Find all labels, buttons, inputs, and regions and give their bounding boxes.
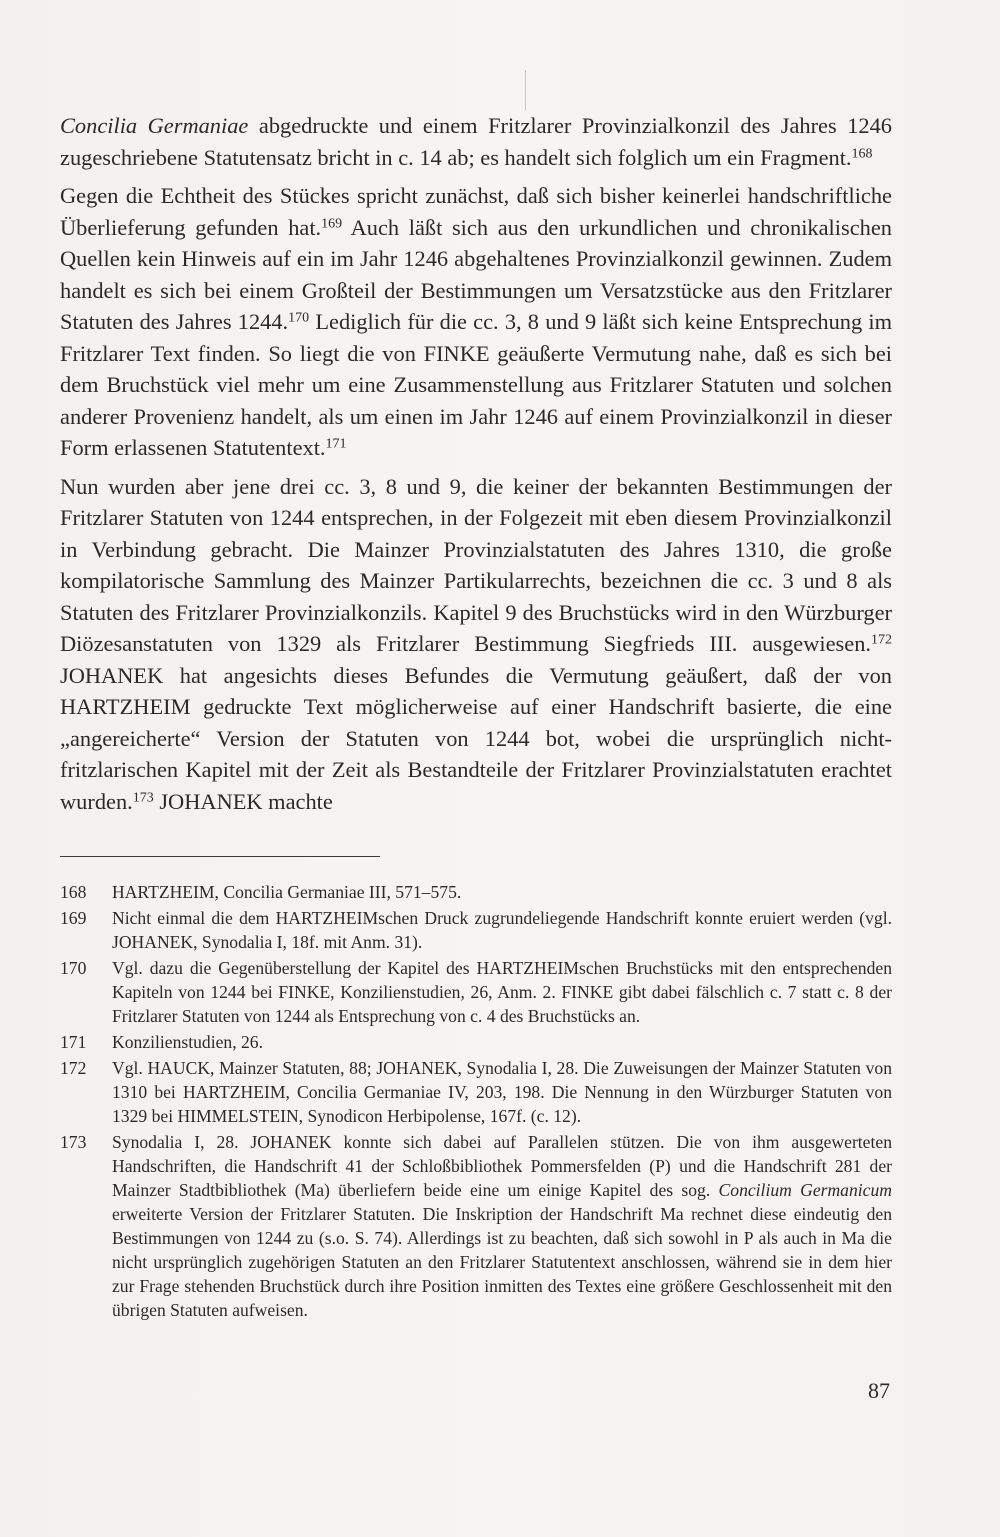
footnote-item [60,906,892,954]
footnote-ref[interactable]: 170 [288,310,310,326]
main-text [60,110,892,824]
footnote-item [60,880,892,904]
footnote-text: Vgl. dazu die Gegenüberstellung der Kapitel des HARTZHEIMschen Bruchstücks mit den entsprechenden Kapiteln von 1244 bei FINKE, Konzilienstudien, 26, Anm. 2. FINKE gibt dabei fälschlich c. 7 statt c. 8 der Fritzlarer Statuten von 1244 als Entsprechung von c. 4 des Bruchstücks an. [112,958,892,1026]
footnote-text: Vgl. HAUCK, Mainzer Statuten, 88; JOHANEK, Synodalia I, 28. Die Zuweisungen der Mainzer Statuten von 1310 bei HARTZHEIM, Concilia Germaniae IV, 203, 198. Die Nennung in den Würzburger Statuten von 1329 bei HIMMELSTEIN, Synodicon Herbipolense, 167f. (c. 12). [112,1058,892,1126]
footnote-divider [60,856,380,857]
footnote-number: 172 [60,1058,87,1078]
italic-title: Concilia Germaniae [60,113,249,138]
footnote-text: HARTZHEIM, Concilia Germaniae III, 571–575. [112,882,462,902]
footnote-item [60,1030,892,1054]
footnote-number: 170 [60,958,87,978]
footnote-ref[interactable]: 169 [321,215,343,231]
paragraph-3: Nun wurden aber jene drei cc. 3, 8 und 9, die keiner der bekannten Bestimmungen der Fritzlarer Statuten von 1244 entsprechen, in der Folgezeit mit eben diesem Provinzialkonzil in Verbindung gebracht. Die Mainzer Provinzialstatuten des Jahres 1310, die große kompilatorische Sammlung des Mainzer Partikularrechts, bezeichnen die cc. 3 und 8 als Statuten des Fritzlarer Provinzialkonzils. Kapitel 9 des Bruchstücks wird in den Würzburger Diözesanstatuten von 1329 als Fritzlarer Bestimmung Siegfrieds III. ausgewiesen.$^{172}$ JOHANEK hat angesichts dieses Befundes die Vermutung geäußert, daß der von HARTZHEIM gedruckte Text möglicherweise auf einer Handschrift basierte, die eine „angereicherte“ Version der Statuten von 1244 bot, wobei die ursprünglich nicht-fritzlarischen Kapitel mit der Zeit als Bestandteile der Fritzlarer Provinzialstatuten erachtet wurden.$^{173}$ JOHANEK machte [60,473,892,814]
footnote-ref[interactable]: 171 [325,436,347,452]
page-number: 87 [868,1378,890,1403]
footnote-ref[interactable]: 168 [851,145,873,161]
footnote-number: 171 [60,1032,87,1052]
paragraph-1: Concilia Germaniae abgedruckte und einem Fritzlarer Provinzialkonzil des Jahres 1246 zugeschriebene Statutensatz bricht in c. 14 ab; es handelt sich folglich um ein Fragment.$^{168}$ [60,113,892,170]
footnote-ref[interactable]: 172 [871,632,892,648]
fold-line [525,70,526,110]
footnote-item [60,1130,892,1322]
footnotes [60,880,892,1324]
footnote-ref[interactable]: 173 [132,789,154,805]
footnote-number: 168 [60,882,87,902]
footnote-text: Synodalia I, 28. JOHANEK konnte sich dabei auf Parallelen stützen. Die von ihm ausgewerteten Handschriften, die Handschrift 41 der Schloßbibliothek Pommersfelden (P) und die Handschrift 281 der Mainzer Stadtbibliothek (Ma) überliefern beide eine um einige Kapitel des sog. Concilium Germanicum erweiterte Version der Fritzlarer Statuten. Die Inskription der Handschrift Ma rechnet diese eindeutig den Bestimmungen von 1244 zu (s.o. S. 74). Allerdings ist zu beachten, daß sich sowohl in P als auch in Ma die nicht ursprünglich zugehörigen Statuten an den Fritzlarer Statutentext anschlossen, während sie in dem hier zur Frage stehenden Bruchstück durch ihre Position inmitten des Textes eine größere Geschlossenheit mit den übrigen Statuten aufweisen. [112,1132,892,1320]
footnote-number: 169 [60,908,87,928]
paragraph-2: Gegen die Echtheit des Stückes spricht zunächst, daß sich bisher keinerlei handschriftliche Überlieferung gefunden hat.$^{169}$ Auch läßt sich aus den urkundlichen und chronikalischen Quellen kein Hinweis auf ein im Jahr 1246 abgehaltenes Provinzialkonzil gewinnen. Zudem handelt es sich bei einem Großteil der Bestimmungen um Versatzstücke aus den Fritzlarer Statuten des Jahres 1244.$^{170}$ Lediglich für die cc. 3, 8 und 9 läßt sich keine Entsprechung im Fritzlarer Text finden. So liegt die von FINKE geäußerte Vermutung nahe, daß es sich bei dem Bruchstück viel mehr um eine Zusammenstellung aus Fritzlarer Statuten und solchen anderer Provenienz handelt, als um einen im Jahr 1246 auf einem Provinzialkonzil in dieser Form erlassenen Statutentext.$^{171}$ [60,183,892,460]
footnote-text: Konzilienstudien, 26. [112,1032,263,1052]
footnote-number: 173 [60,1132,87,1152]
footnote-item [60,956,892,1028]
footnote-text: Nicht einmal die dem HARTZHEIMschen Druck zugrundeliegende Handschrift konnte eruiert werden (vgl. JOHANEK, Synodalia I, 18f. mit Anm. 31). [112,908,892,952]
footnote-item [60,1056,892,1128]
